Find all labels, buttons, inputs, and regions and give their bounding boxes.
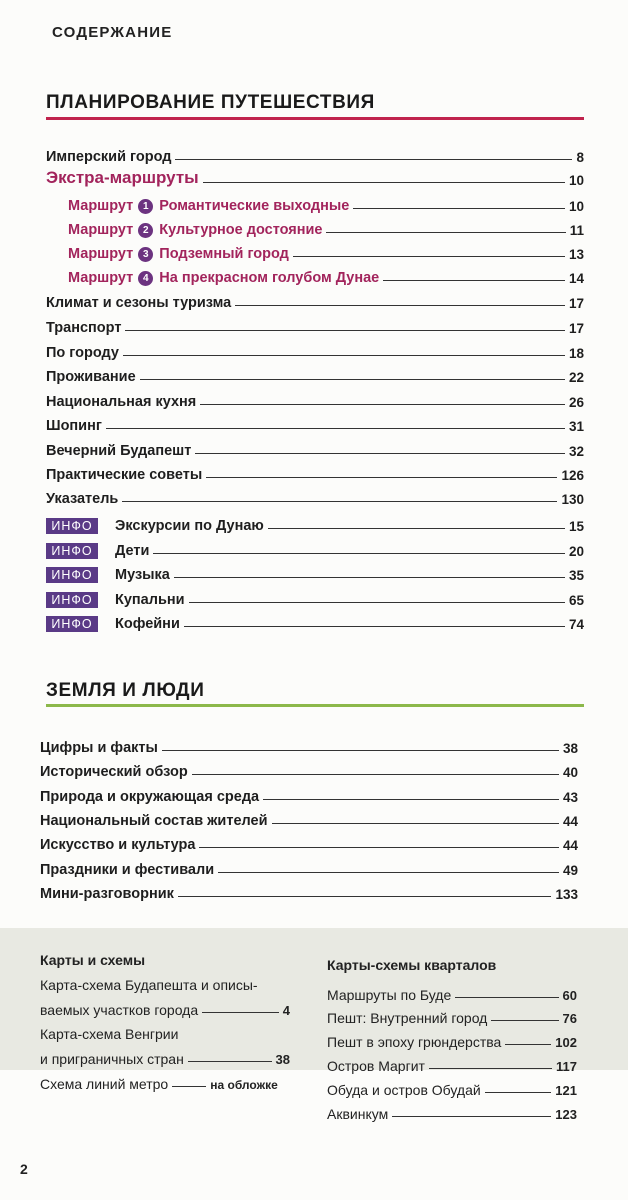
maps-item-label: Аквинкум <box>327 1106 389 1122</box>
maps-item-label: Схема линий метро <box>40 1076 169 1092</box>
maps-item-page: 117 <box>556 1059 577 1074</box>
toc-item-label: Природа и окружающая среда <box>40 789 260 805</box>
leader-line <box>293 256 565 257</box>
leader-line <box>206 477 557 478</box>
toc-item[interactable] <box>46 461 584 483</box>
toc-item[interactable] <box>40 734 578 756</box>
toc-item[interactable] <box>40 831 578 853</box>
toc-item-label: Праздники и фестивали <box>40 862 215 878</box>
toc-item-page: 14 <box>568 271 584 286</box>
toc-item-route[interactable] <box>68 264 584 286</box>
toc-item-page: 126 <box>561 468 584 483</box>
toc-item-page: 44 <box>562 838 578 853</box>
toc-item-label: Национальная кухня <box>46 394 197 410</box>
toc-item-label <box>68 270 379 286</box>
leader-line <box>175 159 572 160</box>
maps-item-page: 123 <box>555 1107 577 1122</box>
maps-item-page: 60 <box>562 988 577 1003</box>
info-badge: ИНФО <box>46 518 98 534</box>
leader-line <box>353 208 565 209</box>
toc-item-page: 130 <box>561 492 584 507</box>
page-header: СОДЕРЖАНИЕ <box>52 24 173 41</box>
leader-line <box>202 1012 279 1013</box>
toc-item-imperial[interactable] <box>46 143 584 165</box>
toc-item[interactable] <box>46 339 584 361</box>
toc-item-page: 17 <box>568 296 584 311</box>
info-title: Купальни <box>115 592 185 608</box>
toc-item-label <box>46 592 185 608</box>
leader-line <box>272 823 559 824</box>
maps-item-quarter[interactable] <box>327 1054 577 1074</box>
maps-item-label: ваемых участков города <box>40 1002 199 1018</box>
toc-item-label <box>68 246 289 262</box>
toc-item-label: Климат и сезоны туризма <box>46 295 232 311</box>
toc-item[interactable] <box>46 314 584 336</box>
maps-item-page: 4 <box>282 1003 290 1018</box>
toc-item-page: 43 <box>562 790 578 805</box>
leader-line <box>263 799 559 800</box>
info-badge: ИНФО <box>46 616 98 632</box>
route-number-badge: 2 <box>138 223 153 238</box>
leader-line <box>455 997 558 998</box>
maps-item-hungary-line1: Карта-схема Венгрии <box>40 1026 179 1042</box>
maps-left-title: Карты и схемы <box>40 952 146 968</box>
leader-line <box>184 626 565 627</box>
route-prefix: Маршрут <box>68 270 134 286</box>
leader-line <box>429 1068 552 1069</box>
toc-item-info[interactable] <box>46 537 584 559</box>
maps-item-budapest-line1: Карта-схема Будапешта и описы- <box>40 977 258 993</box>
leader-line <box>123 355 565 356</box>
section-title-planning: ПЛАНИРОВАНИЕ ПУТЕШЕСТВИЯ <box>46 92 375 113</box>
leader-line <box>162 750 559 751</box>
leader-line <box>178 896 552 897</box>
maps-item-quarter[interactable] <box>327 1006 577 1026</box>
toc-item-page: 133 <box>555 887 578 902</box>
toc-item-page: 18 <box>568 346 584 361</box>
toc-item-label: Проживание <box>46 369 136 385</box>
toc-item-page: 44 <box>562 814 578 829</box>
leader-line <box>122 501 557 502</box>
toc-item-label <box>46 567 170 583</box>
toc-item-page: 10 <box>568 173 584 188</box>
toc-item-page: 65 <box>568 593 584 608</box>
toc-item-page: 20 <box>568 544 584 559</box>
leader-line <box>106 428 565 429</box>
leader-line <box>188 1061 272 1062</box>
leader-line <box>491 1020 558 1021</box>
info-title: Кофейни <box>115 616 180 632</box>
toc-item-page: 31 <box>568 419 584 434</box>
toc-item-page: 13 <box>568 247 584 262</box>
leader-line <box>192 774 559 775</box>
toc-item[interactable] <box>40 856 578 878</box>
info-badge: ИНФО <box>46 592 98 608</box>
toc-item[interactable] <box>46 437 584 459</box>
maps-item-page: на обложке <box>210 1078 278 1092</box>
toc-item-label <box>46 543 149 559</box>
maps-item-label: Обуда и остров Обудай <box>327 1082 481 1098</box>
toc-item-info[interactable] <box>46 512 584 534</box>
toc-item-info[interactable] <box>46 586 584 608</box>
toc-item-route[interactable] <box>68 192 584 214</box>
toc-item-page: 38 <box>562 741 578 756</box>
toc-item[interactable] <box>46 363 584 385</box>
toc-item-page: 10 <box>568 199 584 214</box>
maps-item-page: 102 <box>555 1035 577 1050</box>
toc-item[interactable] <box>40 807 578 829</box>
toc-item-page: 40 <box>562 765 578 780</box>
route-number-badge: 4 <box>138 271 153 286</box>
toc-item-page: 15 <box>568 519 584 534</box>
leader-line <box>189 602 565 603</box>
leader-line <box>218 872 559 873</box>
leader-line <box>200 404 565 405</box>
leader-line <box>153 553 565 554</box>
toc-item-label: Экстра-маршруты <box>46 168 199 187</box>
page-number: 2 <box>20 1161 28 1177</box>
toc-item-label: Имперский город <box>46 149 172 165</box>
toc-item-route[interactable] <box>68 216 584 238</box>
route-prefix: Маршрут <box>68 198 134 214</box>
maps-item-budapest[interactable] <box>40 998 290 1018</box>
section-title-land-people: ЗЕМЛЯ И ЛЮДИ <box>46 680 205 701</box>
leader-line <box>203 182 565 183</box>
maps-item-metro[interactable] <box>40 1072 290 1092</box>
leader-line <box>268 528 565 529</box>
toc-item-label: Транспорт <box>46 320 122 336</box>
toc-item-label <box>46 518 264 534</box>
maps-item-page: 121 <box>555 1083 577 1098</box>
toc-item-label: Цифры и факты <box>40 740 158 756</box>
leader-line <box>174 577 565 578</box>
leader-line <box>383 280 565 281</box>
maps-item-quarter[interactable] <box>327 1030 577 1050</box>
toc-item-page: 49 <box>562 863 578 878</box>
leader-line <box>140 379 565 380</box>
maps-item-page: 38 <box>275 1052 290 1067</box>
toc-item-extra-routes[interactable] <box>46 166 584 188</box>
section-rule-planning <box>46 117 584 120</box>
toc-item[interactable] <box>46 412 584 434</box>
maps-item-label: Пешт в эпоху грюндерства <box>327 1034 502 1050</box>
toc-item-label: По городу <box>46 345 119 361</box>
toc-item-page: 26 <box>568 395 584 410</box>
maps-item-hungary[interactable] <box>40 1047 290 1067</box>
toc-item-route[interactable] <box>68 240 584 262</box>
leader-line <box>125 330 565 331</box>
leader-line <box>505 1044 551 1045</box>
toc-item-page: 32 <box>568 444 584 459</box>
route-title: Романтические выходные <box>159 198 350 214</box>
toc-item-label: Шопинг <box>46 418 102 434</box>
toc-item[interactable] <box>40 758 578 780</box>
toc-item-label: Исторический обзор <box>40 764 188 780</box>
maps-item-quarter[interactable] <box>327 1078 577 1098</box>
toc-item-page: 17 <box>568 321 584 336</box>
leader-line <box>172 1086 206 1087</box>
toc-item-info[interactable] <box>46 561 584 583</box>
toc-item-label: Указатель <box>46 491 119 507</box>
leader-line <box>326 232 565 233</box>
toc-item-label <box>68 198 349 214</box>
route-number-badge: 3 <box>138 247 153 262</box>
toc-item-label: Искусство и культура <box>40 837 196 853</box>
info-title: Музыка <box>115 567 170 583</box>
toc-item-page: 8 <box>576 150 584 165</box>
toc-item-page: 22 <box>568 370 584 385</box>
section-rule-land-people <box>46 704 584 707</box>
route-prefix: Маршрут <box>68 222 134 238</box>
maps-item-page: 76 <box>562 1011 577 1026</box>
route-prefix: Маршрут <box>68 246 134 262</box>
leader-line <box>195 453 565 454</box>
info-badge: ИНФО <box>46 543 98 559</box>
route-title: На прекрасном голубом Дунае <box>159 270 380 286</box>
toc-item-page: 11 <box>569 223 584 238</box>
toc-item-label: Национальный состав жителей <box>40 813 268 829</box>
maps-item-quarter[interactable] <box>327 983 577 1003</box>
maps-item-label: Маршруты по Буде <box>327 987 452 1003</box>
toc-item-label: Практические советы <box>46 467 203 483</box>
toc-item-label: Мини-разговорник <box>40 886 174 902</box>
route-title: Подземный город <box>159 246 289 262</box>
leader-line <box>485 1092 552 1093</box>
leader-line <box>199 847 559 848</box>
toc-item[interactable] <box>40 880 578 902</box>
toc-item-page: 35 <box>568 568 584 583</box>
leader-line <box>392 1116 551 1117</box>
toc-item-page: 74 <box>568 617 584 632</box>
toc-item[interactable] <box>40 783 578 805</box>
toc-item[interactable] <box>46 388 584 410</box>
maps-item-label: и приграничных стран <box>40 1051 184 1067</box>
toc-item-label <box>46 616 180 632</box>
info-title: Дети <box>115 543 150 559</box>
route-title: Культурное достояние <box>159 222 323 238</box>
toc-item[interactable] <box>46 485 584 507</box>
toc-item[interactable] <box>46 289 584 311</box>
info-title: Экскурсии по Дунаю <box>115 518 264 534</box>
maps-item-label: Остров Маргит <box>327 1058 425 1074</box>
toc-item-label: Вечерний Будапешт <box>46 443 192 459</box>
route-number-badge: 1 <box>138 199 153 214</box>
maps-right-title: Карты-схемы кварталов <box>327 957 497 973</box>
toc-item-info[interactable] <box>46 610 584 632</box>
leader-line <box>235 305 565 306</box>
maps-item-quarter[interactable] <box>327 1102 577 1122</box>
info-badge: ИНФО <box>46 567 98 583</box>
toc-item-label <box>68 222 322 238</box>
maps-item-label: Пешт: Внутренний город <box>327 1010 488 1026</box>
